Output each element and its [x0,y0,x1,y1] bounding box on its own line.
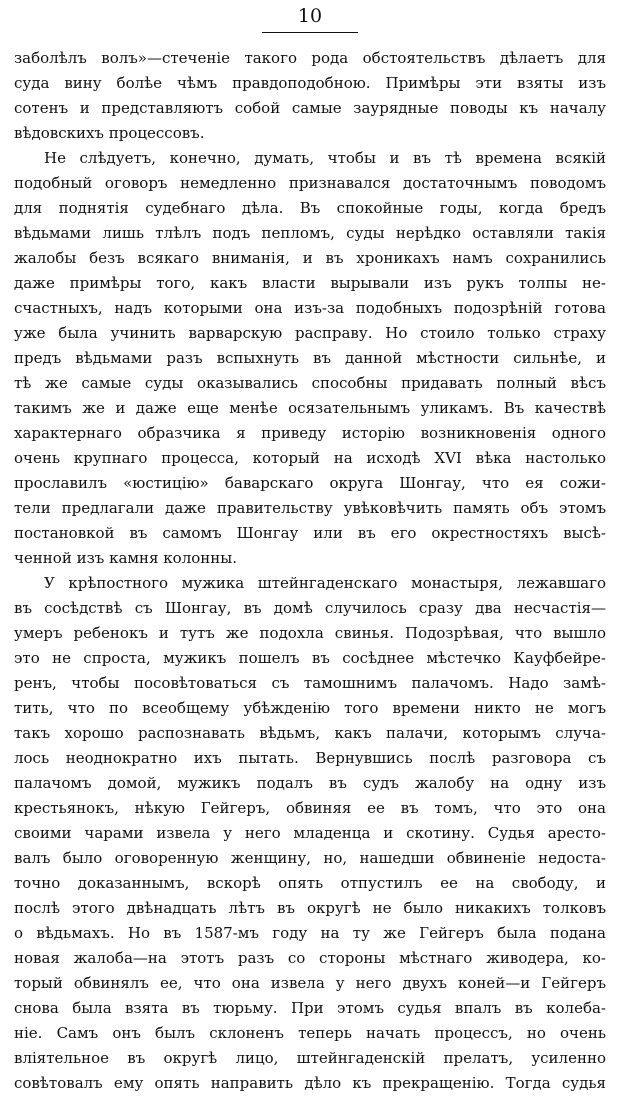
text-line: ченной изъ камня колонны. [14,549,237,567]
text-line: прославилъ «юстицію» баварскаго округа Шонгау, что ея сожи- [14,474,606,492]
text-line: палачомъ домой, мужикъ подалъ въ судъ жалобу на одну изъ [14,774,606,792]
text-line: вѣдьмами лишь тлѣлъ подъ пепломъ, суды нерѣдко оставляли такія [14,224,606,242]
header-rule [262,32,358,33]
text-line: совѣтовалъ ему опять направить дѣло къ прекращенію. Тогда судья [14,1074,606,1092]
text-line: снова была взята въ тюрьму. При этомъ судья впалъ въ колеба- [14,999,606,1017]
text-line: суда вину болѣе чѣмъ правдоподобною. Примѣры эти взяты изъ [14,74,606,92]
text-line: торый обвинялъ ее, что она извела у него двухъ коней—и Гейгеръ [14,974,606,992]
text-line: жалобы безъ всякаго вниманія, и въ хроникахъ намъ сохранились [14,249,606,267]
body-text [14,46,606,1096]
text-line: Не слѣдуетъ, конечно, думать, чтобы и въ тѣ времена всякій [44,149,606,167]
page-number: 10 [297,5,323,27]
text-line: уже была учинить варварскую расправу. Но стоило только страху [14,324,606,342]
text-line: заболѣлъ волъ»—стеченіе такого рода обстоятельствъ дѣлаетъ для [14,49,606,67]
text-line: тели предлагали даже правительству увѣковѣчить память объ этомъ [14,499,606,517]
text-line: ніе. Самъ онъ былъ склоненъ теперь начать процессъ, но очень [14,1024,606,1042]
text-line: предъ вѣдьмами разъ вспыхнуть въ данной мѣстности сильнѣе, и [14,349,606,367]
text-line: сотенъ и представляютъ собой самые заурядные поводы къ началу [14,99,606,117]
text-line: даже примѣры того, какъ власти вырывали изъ рукъ толпы не- [14,274,606,292]
text-line: вліятельное въ округѣ лицо, штейнгаденскій прелатъ, усиленно [14,1049,606,1067]
text-line: У крѣпостного мужика штейнгаденскаго монастыря, лежавшаго [44,574,606,592]
text-line: счастныхъ, надъ которыми она изъ-за подобныхъ подозрѣній готова [14,299,606,317]
text-line: точно доказаннымъ, вскорѣ опять отпустилъ ее на свободу, и [14,874,606,892]
text-line: послѣ этого двѣнадцать лѣтъ въ округѣ не было никакихъ толковъ [14,899,606,917]
text-line: въ сосѣдствѣ съ Шонгау, въ домѣ случилось сразу два несчастія— [14,599,606,617]
text-line: постановкой въ самомъ Шонгау или въ его окрестностяхъ высѣ- [14,524,606,542]
text-line: своими чарами извела у него младенца и скотину. Судья аресто- [14,824,606,842]
text-line: очень крупнаго процесса, который на исходѣ XVI вѣка настолько [14,449,606,467]
text-line: такимъ же и даже еще менѣе осязательнымъ уликамъ. Въ качествѣ [14,399,606,417]
text-line: тѣ же самые суды оказывались способны придавать полный вѣсъ [14,374,606,392]
text-line: умеръ ребенокъ и тутъ же подохла свинья. Подозрѣвая, что вышло [14,624,606,642]
text-line: тить, что по всеобщему убѣжденію того времени никто не могъ [14,699,606,717]
text-line: вѣдовскихъ процессовъ. [14,124,205,142]
text-line: ренъ, чтобы посовѣтоваться съ тамошнимъ палачомъ. Надо замѣ- [14,674,606,692]
text-line: валъ было оговоренную женщину, но, нашедши обвиненіе недоста- [14,849,606,867]
text-line: о вѣдьмахъ. Но въ 1587-мъ году на ту же Гейгеръ была подана [14,924,606,942]
text-line: такъ хорошо распознавать вѣдьмъ, какъ палачи, которымъ случа- [14,724,606,742]
text-line: крестьянокъ, нѣкую Гейгеръ, обвиняя ее въ томъ, что это она [14,799,606,817]
text-line: новая жалоба—на этотъ разъ со стороны мѣстнаго живодера, ко- [14,949,606,967]
text-line: лось неоднократно ихъ пытать. Вернувшись послѣ разговора съ [14,749,606,767]
text-line: подобный оговоръ немедленно признавался достаточнымъ поводомъ [14,174,606,192]
text-line: это не спроста, мужикъ пошелъ въ сосѣднее мѣстечко Кауфбейре- [14,649,606,667]
text-line: для поднятія судебнаго дѣла. Въ спокойные годы, когда бредъ [14,199,606,217]
text-line: характернаго образчика я приведу исторію возникновенія одного [14,424,606,442]
